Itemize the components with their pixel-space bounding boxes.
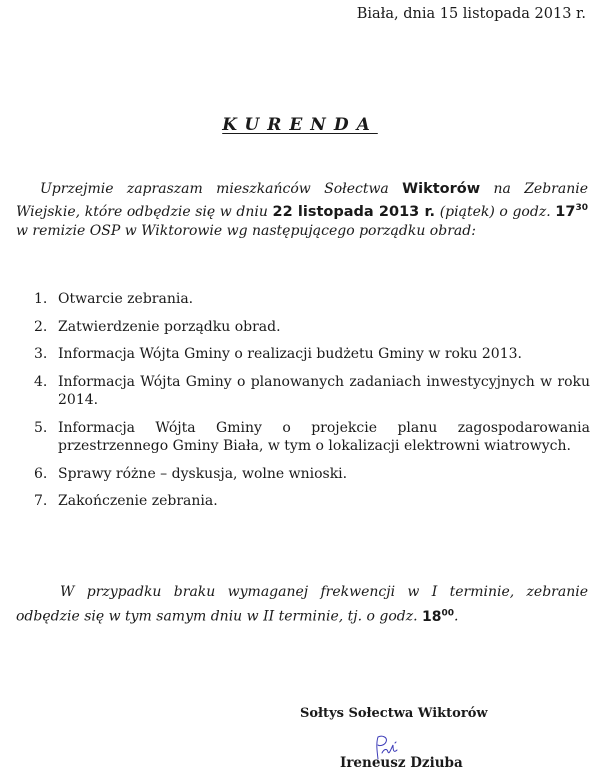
intro-text-3: (piątek) o godz. (435, 203, 556, 220)
closing-paragraph (16, 582, 588, 628)
agenda-number: 5. (34, 419, 48, 436)
closing-end: . (454, 608, 459, 625)
agenda-number: 4. (34, 373, 48, 390)
intro-text-4: w remizie OSP w Wiktorowie wg następującego porządku obrad: (16, 222, 476, 239)
agenda-text: Informacja Wójta Gminy o realizacji budżetu Gminy w roku 2013. (58, 346, 522, 362)
second-term-minutes: 00 (441, 608, 455, 618)
meeting-minutes: 30 (575, 203, 588, 213)
second-term-hour: $18^{00}$ (422, 608, 455, 625)
intro-text-1: Uprzejmie zapraszam mieszkańców Sołectwa (40, 181, 403, 197)
intro-paragraph (16, 180, 588, 241)
agenda-text: Zakończenie zebrania. (58, 493, 218, 509)
document-title: KURENDA (222, 115, 378, 135)
agenda-item (34, 419, 590, 456)
agenda-text: Otwarcie zebrania. (58, 291, 194, 307)
intro-text-2: na Zebranie Wiejskie, które odbędzie się w dniu (16, 181, 588, 220)
agenda-item (34, 318, 590, 337)
agenda-item (34, 373, 590, 410)
signer-name: Ireneusz Dziuba (340, 755, 463, 771)
agenda-item (34, 290, 590, 309)
agenda-text: Informacja Wójta Gminy o planowanych zadaniach inwestycyjnych w roku 2014. (58, 373, 590, 408)
agenda-list (34, 290, 590, 520)
agenda-item (34, 345, 590, 364)
agenda-number: 2. (34, 318, 48, 335)
agenda-number: 7. (34, 493, 48, 509)
agenda-number: 3. (34, 346, 48, 362)
meeting-hour: $17^{30}$ (555, 203, 588, 220)
meeting-date: 22 listopada 2013 r. (272, 203, 436, 220)
village-name: Wiktorów (402, 181, 481, 197)
agenda-text: Zatwierdzenie porządku obrad. (58, 318, 281, 335)
agenda-item (34, 492, 590, 511)
document-date: Biała, dnia 15 listopada 2013 r. (356, 6, 586, 22)
closing-text: W przypadku braku wymaganej frekwencji w I terminie, zebranie odbędzie się w tym samym dniu w II terminie, tj. o godz. (16, 584, 588, 625)
agenda-item (34, 465, 590, 484)
agenda-text: Informacja Wójta Gminy o projekcie planu zagospodarowania przestrzennego Gminy Biała, w tym o lokalizacji elektrowni wiatrowych. (58, 419, 590, 454)
agenda-number: 1. (34, 291, 48, 307)
signer-title: Sołtys Sołectwa Wiktorów (300, 706, 488, 721)
agenda-text: Sprawy różne – dyskusja, wolne wnioski. (58, 465, 348, 482)
agenda-number: 6. (34, 465, 48, 482)
